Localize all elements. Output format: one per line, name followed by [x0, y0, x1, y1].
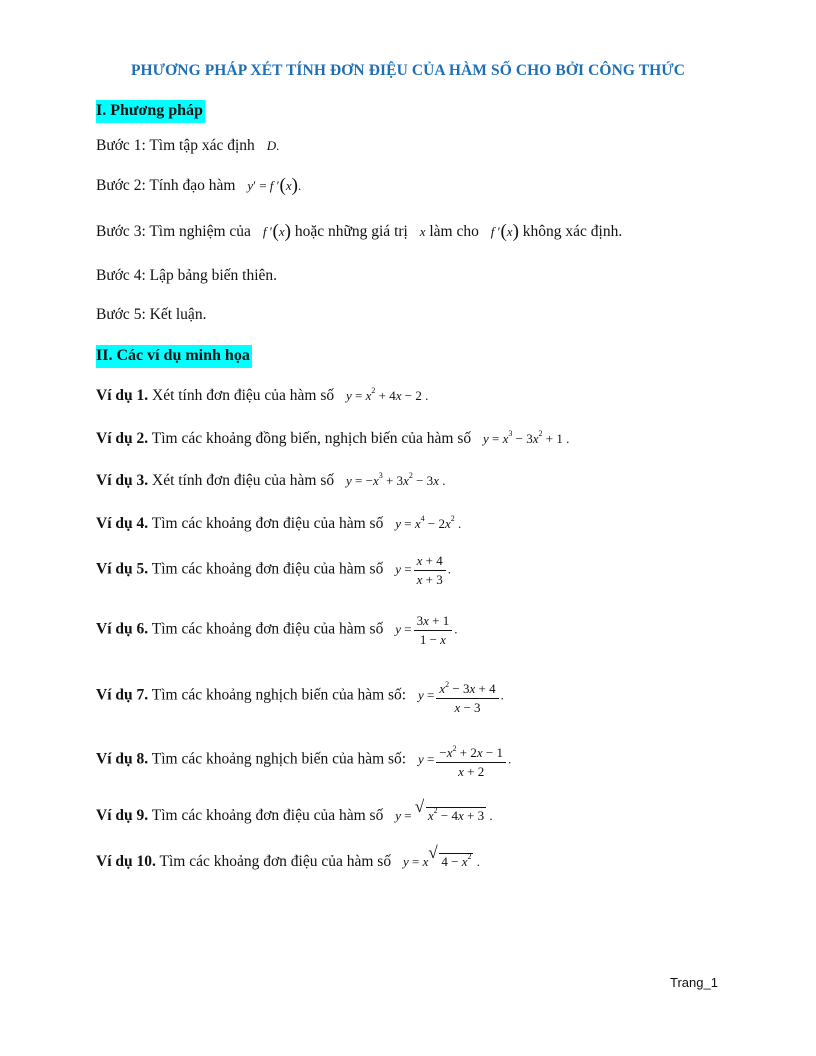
- section-heading-method: I. Phương pháp: [96, 100, 205, 123]
- example-8: [96, 740, 511, 781]
- example-label: Ví dụ 7.: [96, 686, 149, 704]
- document-title: PHƯƠNG PHÁP XÉT TÍNH ĐƠN ĐIỆU CỦA HÀM SỐ CHO BỞI CÔNG THỨC: [130, 62, 686, 79]
- step-1-math: D.: [266, 138, 280, 153]
- example-1: [96, 381, 428, 406]
- example-6: [96, 612, 457, 649]
- example-10: [96, 843, 480, 872]
- example-label: Ví dụ 4.: [96, 515, 149, 532]
- example-label: Ví dụ 2.: [96, 430, 149, 447]
- example-text: Tìm các khoảng nghịch biến của hàm số:: [151, 686, 407, 704]
- example-math: y = √ $x^2 - 4x + 3$ .: [395, 797, 493, 823]
- example-label: Ví dụ 8.: [96, 750, 149, 768]
- step-3-math-b: f ′(x): [490, 221, 519, 242]
- section-heading-examples: II. Các ví dụ minh họa: [96, 345, 252, 368]
- example-text: Tìm các khoảng đơn điệu của hàm số: [151, 807, 384, 824]
- example-label: Ví dụ 5.: [96, 560, 149, 578]
- example-label: Ví dụ 6.: [96, 620, 149, 638]
- example-text: Tìm các khoảng nghịch biến của hàm số:: [151, 750, 407, 768]
- example-4: [96, 509, 461, 534]
- example-text: Xét tính đơn điệu của hàm số: [152, 472, 335, 489]
- step-3-math-a: f ′(x): [262, 221, 291, 242]
- step-3-text: Bước 3: Tìm nghiệm của: [96, 223, 251, 240]
- example-2: [96, 424, 569, 449]
- step-3: [96, 222, 622, 242]
- example-text: Xét tính đơn điệu của hàm số: [152, 387, 335, 404]
- page-number: Trang_1: [670, 975, 718, 990]
- example-3: [96, 466, 445, 491]
- step-5: Bước 5: Kết luận.: [96, 306, 207, 323]
- example-text: Tìm các khoảng đơn điệu của hàm số: [151, 560, 384, 578]
- example-math: $y = -x^3 + 3x^2 - 3x$ .: [345, 471, 446, 488]
- step-2-math: y′ = f ′(x).: [247, 175, 302, 196]
- step-1: [96, 136, 279, 156]
- example-text: Tìm các khoảng đồng biến, nghịch biến của hàm số: [151, 430, 472, 447]
- step-3-mid: hoặc những giá trị: [294, 223, 408, 240]
- example-9: [96, 797, 493, 826]
- example-5: [96, 552, 451, 589]
- step-1-text: Bước 1: Tìm tập xác định: [96, 137, 255, 154]
- example-math: $y = x^4 - 2x^2$ .: [395, 514, 462, 531]
- example-7: [96, 676, 504, 717]
- step-2: [96, 176, 301, 196]
- example-math: $y = x^2 + 4x - 2$ .: [345, 386, 429, 403]
- example-text: Tìm các khoảng đơn điệu của hàm số: [159, 853, 392, 870]
- example-label: Ví dụ 10.: [96, 853, 156, 870]
- example-math: y = $\frac{-x^2 + 2x - 1}{x + 2}$ .: [418, 740, 511, 781]
- example-text: Tìm các khoảng đơn điệu của hàm số: [151, 620, 384, 638]
- example-math: y = $\frac{3x + 1}{1 - x}$ .: [395, 613, 458, 647]
- step-3-math-x: x: [419, 224, 426, 239]
- example-math: y = $\frac{x^2 - 3x + 4}{x - 3}$ .: [418, 676, 504, 717]
- example-label: Ví dụ 3.: [96, 472, 149, 489]
- example-math: y = $\frac{x + 4}{x + 3}$ .: [395, 553, 451, 587]
- step-3-mid2: làm cho: [429, 223, 479, 240]
- example-math: y = x √ $4 - x^2$ .: [402, 843, 480, 869]
- example-math: $y = x^3 - 3x^2 + 1$ .: [483, 429, 570, 446]
- example-label: Ví dụ 9.: [96, 807, 149, 824]
- step-3-end: không xác định.: [522, 223, 623, 240]
- step-2-text: Bước 2: Tính đạo hàm: [96, 177, 236, 194]
- step-4: Bước 4: Lập bảng biến thiên.: [96, 267, 278, 284]
- example-text: Tìm các khoảng đơn điệu của hàm số: [151, 515, 384, 532]
- example-label: Ví dụ 1.: [96, 387, 149, 404]
